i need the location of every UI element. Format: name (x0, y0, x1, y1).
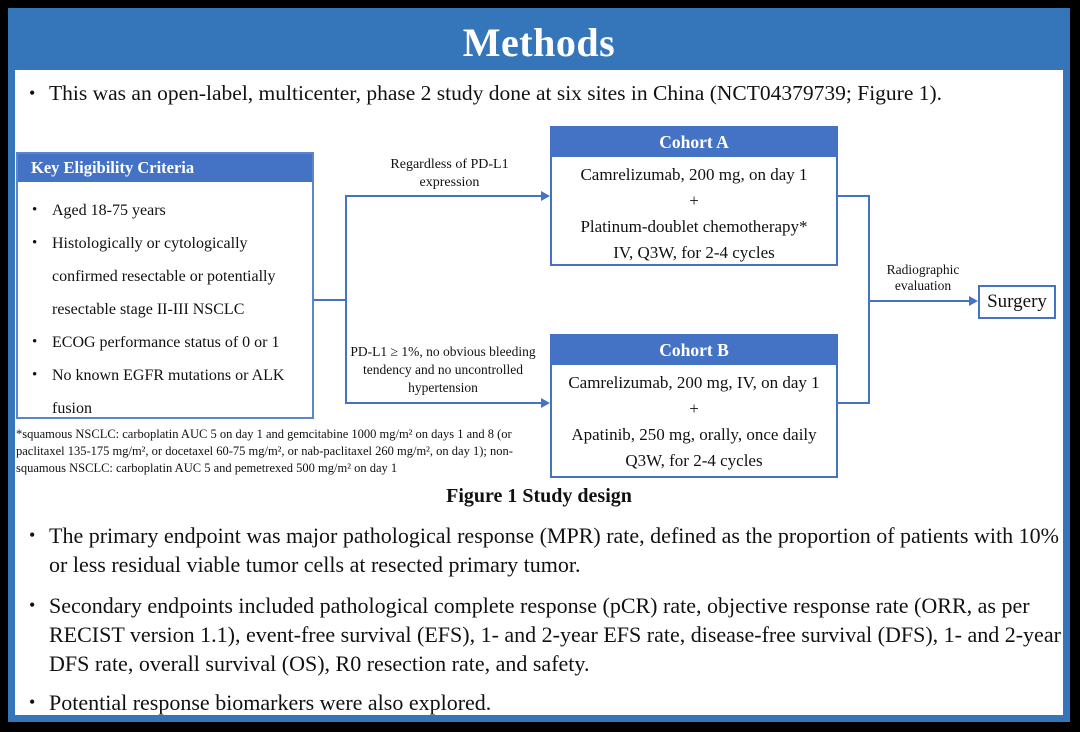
cohort-b-line: Q3W, for 2-4 cycles (625, 451, 763, 470)
secondary-endpoints-bullet (23, 591, 1063, 678)
eligibility-item: • No known EGFR mutations or ALK fusion (26, 359, 306, 425)
eligibility-box (16, 152, 314, 419)
biomarkers-text: Potential response biomarkers were also explored. (49, 690, 492, 715)
cohort-a-line: + (689, 191, 699, 210)
cohort-b-line: Camrelizumab, 200 mg, IV, on day 1 (568, 373, 820, 392)
connector-line (314, 299, 345, 301)
arrowhead-icon (541, 398, 550, 408)
cohort-b-line: + (689, 399, 699, 418)
cohort-a-line: Platinum-doublet chemotherapy* (580, 217, 808, 236)
connector-line (345, 195, 541, 197)
arrowhead-icon (541, 191, 550, 201)
slide-title-bar (15, 15, 1063, 70)
cohort-b-header: Cohort B (552, 336, 836, 365)
cohort-a-body (552, 157, 836, 266)
intro-bullet (23, 79, 1063, 108)
intro-bullet-text: This was an open-label, multicenter, phase 2 study done at six sites in China (NCT04379739; Figure 1). (49, 81, 943, 105)
eligibility-header: Key Eligibility Criteria (18, 154, 312, 182)
secondary-endpoints-text: Secondary endpoints included pathological complete response (pCR) rate, objective response rate (ORR, as per RECIST version 1.1), event-free survival (EFS), 1- and 2-year EFS rate, disease-free survival (DFS), 1- and 2-year DFS rate, overall survival (OS), R0 resection rate, and safety. (49, 593, 1061, 676)
cohort-a-line: Camrelizumab, 200 mg, on day 1 (580, 165, 808, 184)
chemotherapy-footnote: *squamous NSCLC: carboplatin AUC 5 on day 1 and gemcitabine 1000 mg/m² on days 1 and 8 (or paclitaxel 135-175 mg/m², or docetaxel 60-75 mg/m², or nab-paclitaxel 260 mg/m², on day 1); non-squamous NSCLC: carboplatin AUC 5 and pemetrexed 500 mg/m² on day 1 (16, 427, 513, 475)
cohort-b-box (550, 334, 838, 478)
branch-bottom-label: PD-L1 ≥ 1%, no obvious bleeding tendency and no uncontrolled hypertension (350, 344, 536, 395)
connector-line (838, 195, 868, 197)
eligibility-list (18, 182, 312, 425)
surgery-box: Surgery (978, 285, 1056, 319)
branch-top-label: Regardless of PD-L1 expression (390, 157, 509, 190)
figure-caption: Figure 1 Study design (446, 485, 632, 507)
eligibility-item: • ECOG performance status of 0 or 1 (26, 326, 306, 359)
connector-line (345, 402, 541, 404)
eligibility-item: • Aged 18-75 years (26, 194, 306, 227)
bullet-marker: • (29, 595, 36, 615)
eligibility-item: • Histologically or cytologically confirmed resectable or potentially resectable stage II-III NSCLC (26, 227, 306, 326)
cohort-a-header: Cohort A (552, 128, 836, 157)
primary-endpoint-bullet (23, 521, 1063, 579)
page-title: Methods (462, 20, 616, 65)
bullet-marker: • (29, 525, 36, 545)
cohort-b-line: Apatinib, 250 mg, orally, once daily (571, 425, 817, 444)
radiographic-evaluation-label: Radiographic evaluation (886, 262, 960, 293)
cohort-a-line: IV, Q3W, for 2-4 cycles (613, 243, 775, 262)
cohort-b-body (552, 365, 836, 474)
bullet-marker: • (29, 692, 36, 712)
cohort-a-box (550, 126, 838, 266)
primary-endpoint-text: The primary endpoint was major pathological response (MPR) rate, defined as the proportion of patients with 10% or less residual viable tumor cells at resected primary tumor. (49, 523, 1059, 577)
biomarkers-bullet (23, 688, 1063, 717)
methods-slide (8, 8, 1070, 722)
connector-line (838, 402, 868, 404)
arrowhead-icon (969, 296, 978, 306)
bullet-marker: • (29, 83, 36, 103)
connector-line (868, 300, 969, 302)
